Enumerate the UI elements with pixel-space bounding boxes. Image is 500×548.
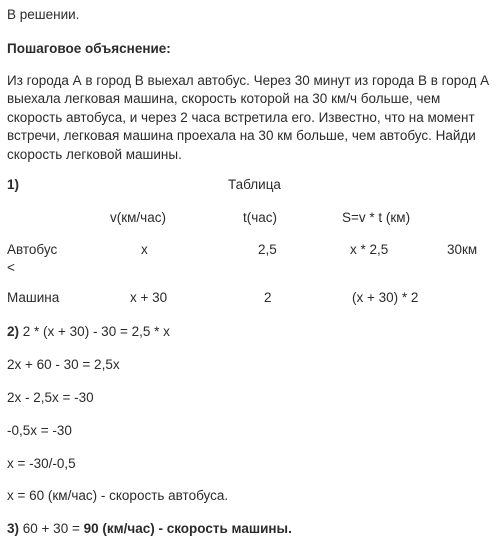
- final-answer: 90 (км/час) - скорость машины.: [83, 521, 292, 536]
- section-heading: Пошаговое объяснение:: [7, 41, 171, 56]
- table-cell-car-distance: (x + 30) * 2: [352, 290, 419, 305]
- table-header-speed: v(км/час): [110, 210, 166, 225]
- table-row-label: Автобус: [7, 242, 58, 257]
- step-3-expression: 60 + 30 =: [22, 521, 80, 536]
- solution-line: x = -30/-0,5: [7, 456, 76, 471]
- table-cell-bus-speed: x: [141, 242, 148, 257]
- step-2-line: [7, 323, 170, 341]
- table-caption: Таблица: [228, 177, 281, 192]
- table-row-label: Машина: [7, 290, 60, 305]
- solution-line: -0,5x = -30: [7, 423, 72, 438]
- distance-difference-note: 30км: [447, 242, 478, 257]
- table-header-time: t(час): [243, 210, 278, 225]
- table-cell-bus-time: 2,5: [258, 242, 277, 257]
- table-cell-bus-distance: x * 2,5: [350, 242, 389, 257]
- problem-text: Из города А в город В выехал автобус. Через 30 минут из города В в город А выехала легковая машина, скорость которой на 30 км/ч больше, чем скорость автобуса, и через 2 часа встретила его. Известно, что на момент встречи, легковая машина проехала на 30 км больше, чем автобус. Найди скорость легковой машины.: [7, 73, 490, 162]
- table-header-distance: S=v * t (км): [342, 210, 411, 225]
- step-2-number: 2): [7, 324, 20, 339]
- table-cell-car-speed: x + 30: [130, 290, 168, 305]
- solution-line: 2x + 60 - 30 = 2,5x: [7, 357, 120, 372]
- solution-line: x = 60 (км/час) - скорость автобуса.: [7, 488, 229, 503]
- comparison-sign: <: [7, 260, 15, 275]
- step-3-line: [7, 520, 292, 538]
- step-3-number: 3): [7, 521, 20, 536]
- intro-text: В решении.: [7, 7, 80, 22]
- table-cell-car-time: 2: [264, 290, 272, 305]
- step-2-equation: 2 * (x + 30) - 30 = 2,5 * x: [22, 324, 170, 339]
- solution-line: 2x - 2,5x = -30: [7, 390, 94, 405]
- step-1-number: 1): [7, 177, 20, 192]
